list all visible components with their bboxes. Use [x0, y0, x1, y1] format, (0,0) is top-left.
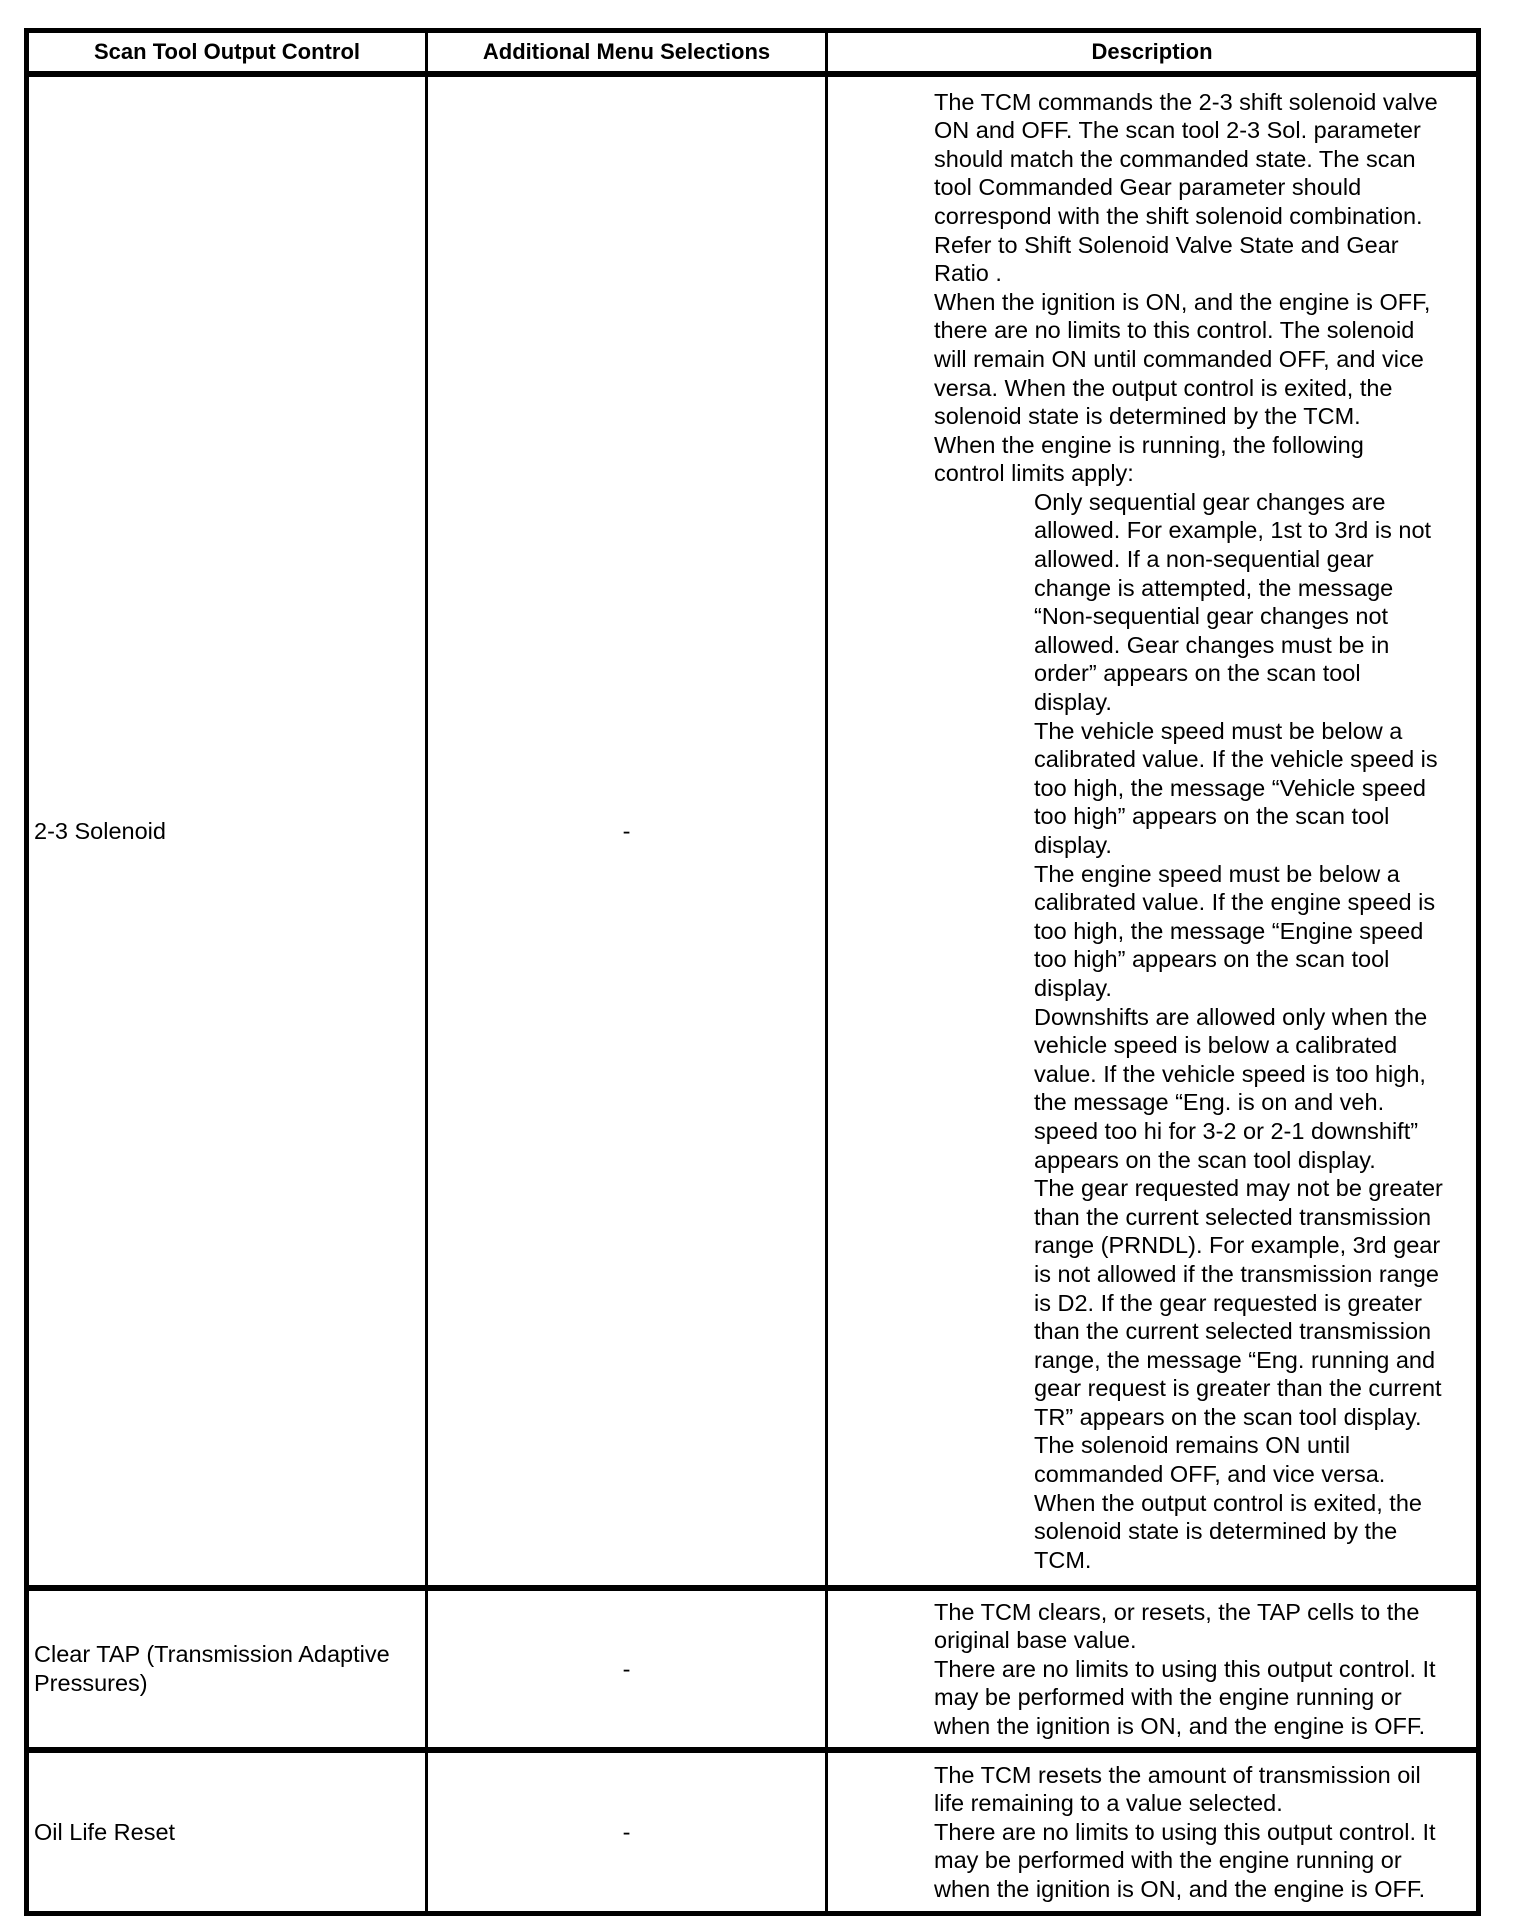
description-limit-line: allowed. Gear changes must be in — [1034, 631, 1390, 658]
description-limit-line: change is attempted, the message — [1034, 574, 1394, 601]
description-limit-line: display. — [1034, 689, 1112, 716]
description-cell — [827, 1588, 1479, 1750]
description-limit-line: gear request is greater than the current — [1034, 1375, 1442, 1402]
description-limit-line: too high” appears on the scan tool — [1034, 803, 1390, 830]
description-limit-line: order” appears on the scan tool — [1034, 660, 1361, 687]
description-limit-line: The vehicle speed must be below a — [1034, 717, 1403, 744]
menu-selection-cell: - — [427, 74, 827, 1588]
description-limit-line: too high, the message “Engine speed — [1034, 917, 1424, 944]
description-limit-line: solenoid state is determined by the — [1034, 1518, 1398, 1545]
description-limit-line: display. — [1034, 832, 1112, 858]
menu-selection-cell: - — [427, 1588, 827, 1750]
output-control-name: Pressures) — [34, 1670, 148, 1696]
description-limit-line: is not allowed if the transmission range — [1034, 1260, 1439, 1287]
description-line: should match the commanded state. The scan — [934, 145, 1416, 172]
output-control-cell — [27, 74, 427, 1588]
header-row — [27, 31, 1479, 75]
description-limit-line: TCM. — [1034, 1546, 1092, 1573]
description-line: When the ignition is ON, and the engine is OFF, — [934, 288, 1431, 315]
description-line: The TCM commands the 2-3 shift solenoid valve — [934, 88, 1438, 115]
table-row — [27, 74, 1479, 1588]
description-limit-line: The engine speed must be below a — [1034, 860, 1400, 887]
description-limit-line: display. — [1034, 974, 1112, 1001]
description-limit-line: too high, the message “Vehicle speed — [1034, 774, 1426, 801]
description-line: Refer to Shift Solenoid Valve State and Gear — [934, 231, 1399, 258]
description-limit-line: appears on the scan tool display. — [1034, 1146, 1376, 1173]
description-line: ON and OFF. The scan tool 2-3 Sol. parameter — [934, 117, 1421, 144]
description-line: tool Commanded Gear parameter should — [934, 174, 1362, 201]
description-line: correspond with the shift solenoid combination. — [934, 202, 1423, 229]
description-line: There are no limits to using this output control. It — [934, 1818, 1436, 1845]
output-control-name: Clear TAP (Transmission Adaptive — [34, 1641, 390, 1668]
output-control-table — [24, 28, 1481, 1916]
description-limit-line: Downshifts are allowed only when the — [1034, 1003, 1428, 1030]
description-limit-line: commanded OFF, and vice versa. — [1034, 1461, 1386, 1488]
description-limit-line: the message “Eng. is on and veh. — [1034, 1089, 1385, 1116]
description-line: there are no limits to this control. The solenoid — [934, 317, 1415, 344]
output-control-name: 2-3 Solenoid — [34, 817, 166, 844]
description-line: The TCM clears, or resets, the TAP cells to the — [934, 1598, 1420, 1625]
description-line: when the ignition is ON, and the engine is OFF. — [934, 1712, 1426, 1739]
description-limit-line: TR” appears on the scan tool display. — [1034, 1403, 1422, 1430]
table-row — [27, 1750, 1479, 1914]
description-limit-line: is D2. If the gear requested is greater — [1034, 1289, 1422, 1316]
description-limit-line: Only sequential gear changes are — [1034, 488, 1386, 515]
description-line: The TCM resets the amount of transmission oil — [934, 1761, 1421, 1788]
header-description: Description — [827, 31, 1479, 75]
description-line: solenoid state is determined by the TCM. — [934, 403, 1361, 430]
menu-selection-cell: - — [427, 1750, 827, 1914]
description-line: control limits apply: — [934, 460, 1134, 487]
description-limit-line: than the current selected transmission — [1034, 1203, 1432, 1230]
description-limit-line: calibrated value. If the engine speed is — [1034, 889, 1436, 916]
description-line: may be performed with the engine running or — [934, 1684, 1402, 1711]
description-line: life remaining to a value selected. — [934, 1790, 1283, 1817]
description-limit-line: allowed. If a non-sequential gear — [1034, 546, 1374, 573]
output-control-cell — [27, 1588, 427, 1750]
description-line: versa. When the output control is exited, the — [934, 374, 1393, 401]
description-limit-line: The solenoid remains ON until — [1034, 1432, 1351, 1459]
description-limit-line: calibrated value. If the vehicle speed is — [1034, 746, 1438, 773]
header-additional-menu-selections: Additional Menu Selections — [427, 31, 827, 75]
description-line: original base value. — [934, 1627, 1137, 1654]
table-row — [27, 1588, 1479, 1750]
output-control-cell — [27, 1750, 427, 1914]
description-line: There are no limits to using this output control. It — [934, 1655, 1436, 1682]
description-limit-line: range (PRNDL). For example, 3rd gear — [1034, 1232, 1441, 1259]
description-line: will remain ON until commanded OFF, and vice — [934, 345, 1424, 372]
description-limit-line: When the output control is exited, the — [1034, 1489, 1422, 1516]
description-line: may be performed with the engine running or — [934, 1847, 1402, 1874]
description-limit-line: allowed. For example, 1st to 3rd is not — [1034, 517, 1432, 544]
description-limit-line: value. If the vehicle speed is too high, — [1034, 1060, 1426, 1087]
description-limit-line: too high” appears on the scan tool — [1034, 946, 1390, 973]
description-cell — [827, 1750, 1479, 1914]
description-line: when the ignition is ON, and the engine is OFF. — [934, 1875, 1426, 1902]
header-scan-tool-output-control: Scan Tool Output Control — [27, 31, 427, 75]
description-limit-line: “Non-sequential gear changes not — [1034, 603, 1389, 630]
description-line: When the engine is running, the following — [934, 431, 1364, 458]
description-limit-line: range, the message “Eng. running and — [1034, 1346, 1436, 1373]
description-line: Ratio . — [934, 260, 1002, 287]
description-limit-line: vehicle speed is below a calibrated — [1034, 1032, 1398, 1059]
output-control-name: Oil Life Reset — [34, 1818, 176, 1845]
description-cell — [827, 74, 1479, 1588]
description-limit-line: speed too hi for 3-2 or 2-1 downshift” — [1034, 1117, 1419, 1144]
description-limit-line: The gear requested may not be greater — [1034, 1175, 1443, 1202]
description-limit-line: than the current selected transmission — [1034, 1318, 1432, 1345]
